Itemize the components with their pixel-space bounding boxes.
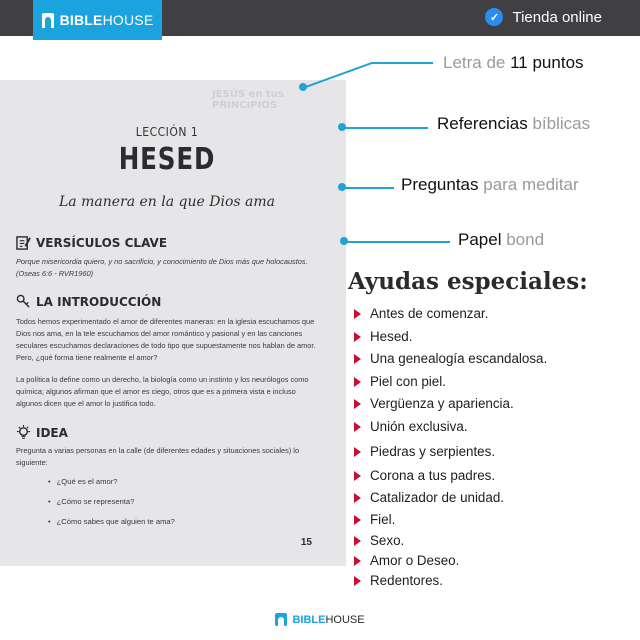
ayuda-item	[354, 573, 443, 588]
callout-font-size-text: Letra de	[443, 53, 511, 72]
ayuda-item-label: Corona a tus padres.	[370, 468, 496, 483]
ayuda-item-label: Hesed.	[370, 329, 413, 344]
section-intro-title: LA INTRODUCCIÓN	[36, 294, 162, 309]
bullet-triangle-icon	[354, 447, 361, 457]
bullet-triangle-icon	[354, 556, 361, 566]
question-list	[48, 477, 175, 537]
key-icon	[16, 294, 31, 309]
callout-line-questions	[342, 187, 394, 189]
section-idea-title: IDEA	[36, 425, 68, 440]
ayuda-item-label: Piedras y serpientes.	[370, 444, 496, 459]
page-number: 15	[300, 537, 312, 548]
ayuda-item-label: Sexo.	[370, 533, 405, 548]
callout-references	[437, 114, 590, 134]
callout-line-font-tail	[372, 62, 433, 64]
bullet-triangle-icon	[354, 471, 361, 481]
intro-paragraph-1: Todos hemos experimentado el amor de diferentes maneras: en la iglesia escuchamos que Dios nos ama, en la tele escuchamos del amor romántico y pasional y en las canciones seculares escuchamos declaraciones de todo tipo que supuestamente nos hablan de amor. Pero, ¿qué forma tiene realmente el amor?	[16, 317, 316, 362]
callout-line-refs	[342, 127, 428, 129]
footer-brand-rest: HOUSE	[325, 613, 365, 626]
ayuda-item	[354, 329, 412, 344]
bullet-triangle-icon	[354, 422, 361, 432]
ayuda-item	[354, 419, 468, 434]
bullet-triangle-icon	[354, 536, 361, 546]
bullet-triangle-icon	[354, 493, 361, 503]
ayuda-item-label: Redentores.	[370, 573, 443, 588]
lesson-title: HESED	[118, 142, 216, 177]
section-idea	[16, 425, 68, 440]
callout-references-light: bíblicas	[532, 114, 591, 133]
pencil-note-icon	[16, 235, 31, 250]
brand-name-rest: HOUSE	[102, 12, 154, 28]
callout-questions-light: para meditar	[483, 175, 579, 194]
ayuda-item-label: Una genealogía escandalosa.	[370, 351, 548, 366]
ayuda-item-label: Piel con piel.	[370, 374, 446, 389]
callout-font-size	[443, 53, 584, 73]
bullet-triangle-icon	[354, 576, 361, 586]
top-bar	[0, 0, 640, 36]
page-header-ghost: JESÚS en tus PRINCIPIOS	[212, 89, 284, 111]
ayuda-item	[354, 444, 495, 459]
callout-font-size-emph: 11 puntos	[510, 53, 584, 72]
book-page-preview	[0, 80, 346, 566]
bullet-triangle-icon	[354, 332, 361, 342]
brand-name-bold: BIBLE	[59, 12, 103, 28]
ayuda-item-label: Amor o Deseo.	[370, 553, 460, 568]
ayuda-item-label: Vergüenza y apariencia.	[370, 396, 514, 411]
verified-check-icon: ✓	[485, 8, 503, 26]
bullet-triangle-icon	[354, 399, 361, 409]
bible-house-icon	[275, 613, 287, 626]
ayuda-item-label: Antes de comenzar.	[370, 306, 489, 321]
callout-paper-light: bond	[506, 230, 545, 249]
callout-line-paper	[344, 241, 450, 243]
ayuda-item-label: Unión exclusiva.	[370, 419, 468, 434]
bullet-triangle-icon	[354, 515, 361, 525]
question-item: • ¿Cómo sabes que alguien te ama?	[48, 517, 175, 526]
ayuda-item	[354, 351, 547, 366]
section-versiculos	[16, 235, 167, 250]
ayuda-item-label: Catalizador de unidad.	[370, 490, 504, 505]
bible-house-icon	[42, 13, 54, 28]
footer-logo[interactable]	[0, 613, 640, 626]
lesson-subtitle: La manera en la que Dios ama	[59, 194, 275, 210]
ayuda-item	[354, 468, 495, 483]
bullet-triangle-icon	[354, 377, 361, 387]
idea-text: Pregunta a varias personas en la calle (de diferentes edades y situaciones sociales) lo siguiente:	[16, 446, 300, 467]
ayuda-item-label: Fiel.	[370, 512, 396, 527]
store-label: Tienda online	[512, 8, 602, 26]
footer-brand-bold: BIBLE	[292, 613, 326, 626]
ayuda-item	[354, 553, 459, 568]
callout-references-text: Referencias	[437, 114, 533, 133]
brand-logo[interactable]	[33, 0, 162, 40]
question-item: • ¿Qué es el amor?	[48, 477, 175, 486]
callout-paper	[458, 230, 544, 250]
versiculos-text: Porque misericordia quiero, y no sacrificio, y conocimiento de Dios más que holocaustos. (Oseas 6:6 - RVR1960)	[16, 257, 308, 278]
lesson-number: LECCIÓN 1	[135, 125, 199, 139]
intro-paragraph-2: La política lo define como un derecho, la biología como un instinto y los neurólogos como química; algunos afirman que el amor es ciego, otros que es a primera vista e incluso algunos dicen que el amor lo justifica todo.	[16, 375, 309, 408]
bullet-triangle-icon	[354, 354, 361, 364]
ayuda-item	[354, 533, 404, 548]
callout-questions-text: Preguntas	[401, 175, 484, 194]
ayuda-item	[354, 396, 514, 411]
ayudas-title: Ayudas especiales:	[348, 268, 588, 295]
store-badge[interactable]	[485, 8, 602, 26]
ayuda-item	[354, 512, 395, 527]
callout-paper-text: Papel	[458, 230, 507, 249]
callout-questions	[401, 175, 579, 195]
bullet-triangle-icon	[354, 309, 361, 319]
ayuda-item	[354, 374, 446, 389]
question-item: • ¿Cómo se representa?	[48, 497, 175, 506]
ayuda-item	[354, 490, 504, 505]
section-versiculos-title: VERSÍCULOS CLAVE	[36, 235, 168, 250]
ayuda-item	[354, 306, 488, 321]
section-intro	[16, 294, 161, 309]
lightbulb-icon	[16, 425, 31, 440]
